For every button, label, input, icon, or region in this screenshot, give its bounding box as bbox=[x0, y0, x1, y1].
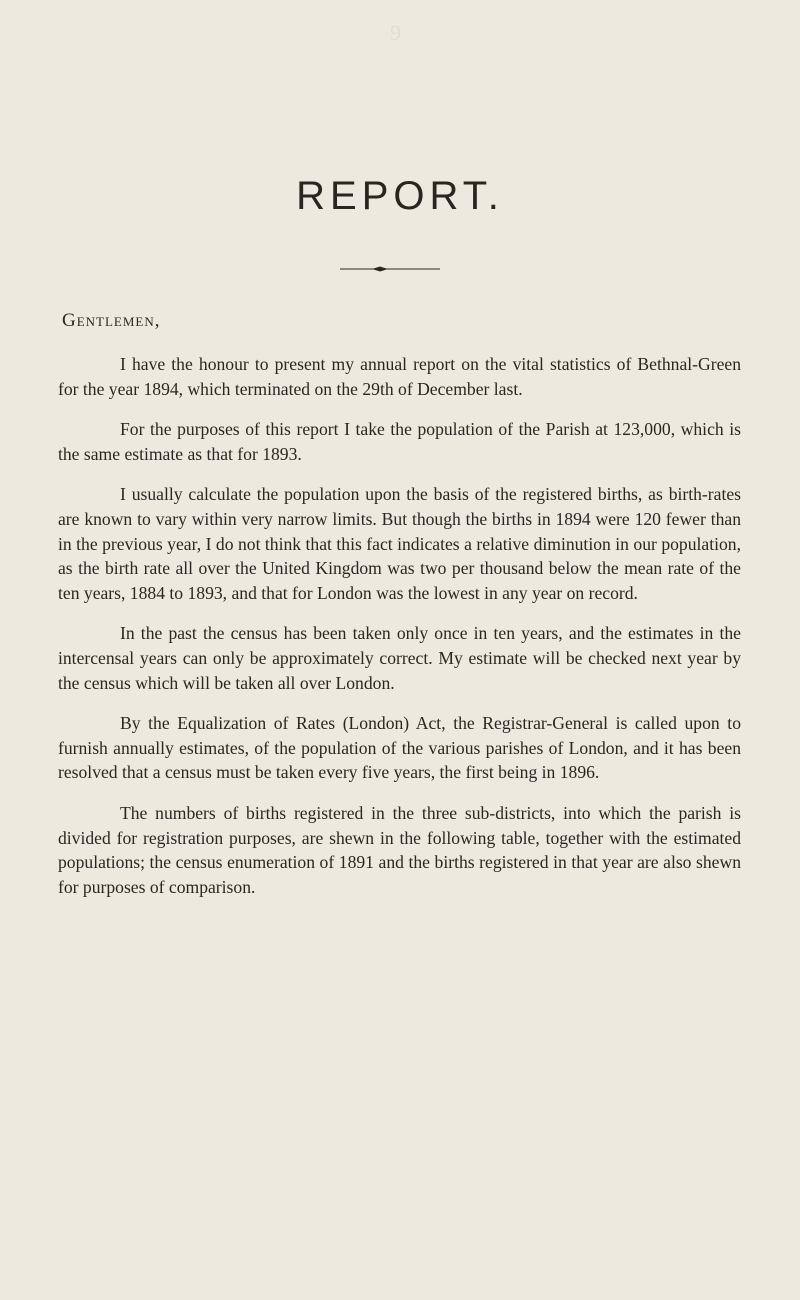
paragraph-6: The numbers of births registered in the three sub-districts, into which the parish is divided for registration purposes, are shewn in the following table, together with the estimated populations; the census enumeration of 1891 and the births registered in that year are also shewn for purposes of comparison. bbox=[58, 802, 741, 897]
page-title: REPORT. bbox=[296, 174, 504, 218]
paragraph-1: I have the honour to present my annual report on the vital statistics of Bethnal-Green for the year 1894, which terminated on the 29th of December last. bbox=[58, 354, 741, 399]
show-through-mark: 9 bbox=[390, 20, 401, 45]
paragraph-2: For the purposes of this report I take the population of the Parish at 123,000, which is the same estimate as that for 1893. bbox=[58, 419, 741, 464]
report-body bbox=[58, 352, 741, 915]
ornament-rule bbox=[340, 264, 440, 274]
paragraph-5: By the Equalization of Rates (London) Act, the Registrar-General is called upon to furnish annually estimates, of the population of the various parishes of London, and it has been resolved that a census must be taken every five years, the first being in 1896. bbox=[58, 713, 741, 783]
paragraph-4: In the past the census has been taken only once in ten years, and the estimates in the intercensal years can only be approximately correct. My estimate will be checked next year by the census which will be taken all over London. bbox=[58, 623, 741, 693]
salutation: Gentlemen, bbox=[62, 310, 161, 331]
paragraph-3: I usually calculate the population upon the basis of the registered births, as birth-rates are known to vary within very narrow limits. But though the births in 1894 were 120 fewer than in the previous year, I do not think that this fact indicates a relative diminution in our population, as the birth rate all over the United Kingdom was two per thousand below the mean rate of the ten years, 1884 to 1893, and that for London was the lowest in any year on record. bbox=[58, 484, 741, 603]
